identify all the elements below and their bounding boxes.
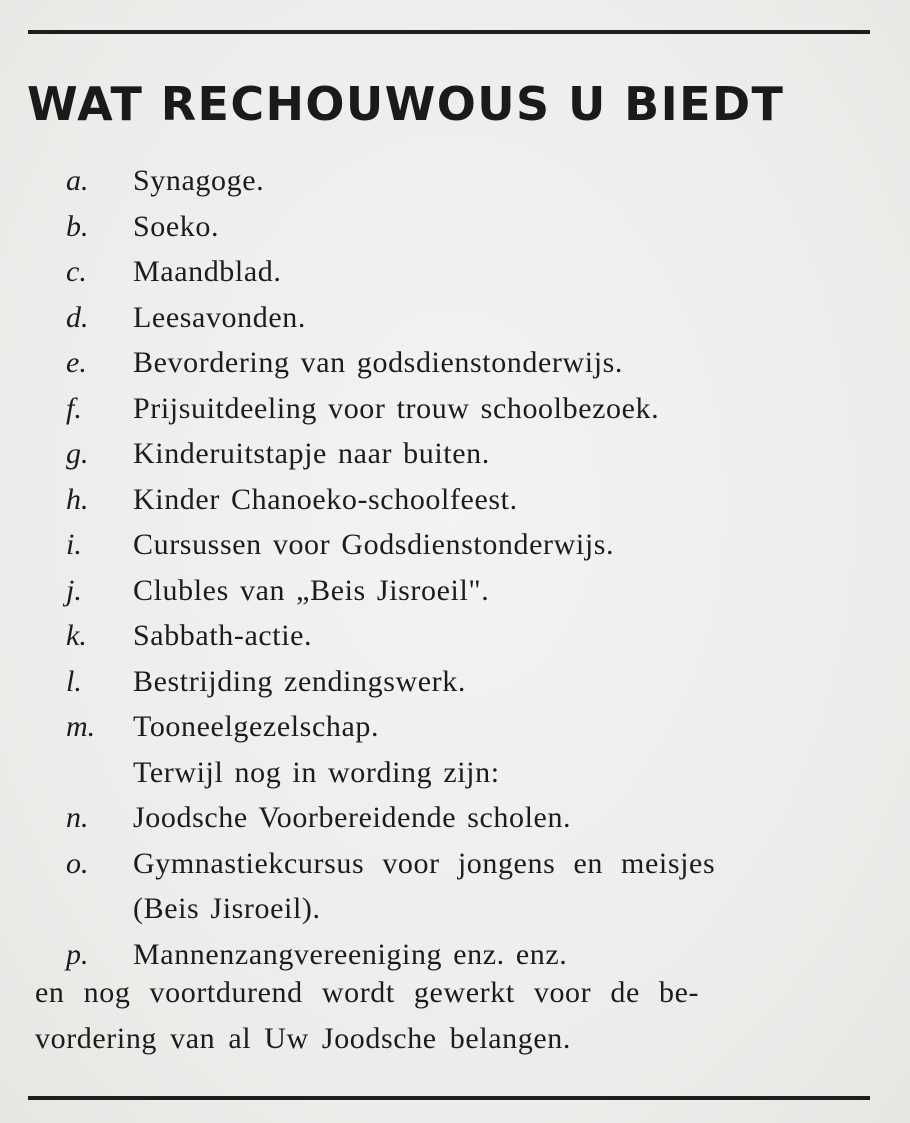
list-item	[0, 477, 910, 523]
item-text: Joodsche Voorbereidende scholen.	[133, 801, 572, 834]
item-text: Bestrijding zendingswerk.	[133, 664, 466, 698]
list-item	[0, 431, 910, 477]
top-rule	[28, 30, 870, 34]
list-item	[0, 386, 910, 432]
item-letter: m.	[66, 710, 96, 743]
item-letter: l.	[66, 664, 82, 698]
item-letter: p.	[66, 937, 89, 971]
list-item	[0, 613, 910, 659]
list-item	[0, 158, 910, 204]
list-subheading	[0, 750, 910, 796]
item-text: (Beis Jisroeil).	[133, 892, 321, 925]
item-text: Gymnastiekcursus voor jongens en meisjes	[133, 846, 716, 880]
item-letter: b.	[66, 209, 89, 243]
offer-list	[0, 158, 910, 977]
list-item	[0, 704, 910, 750]
list-item	[0, 204, 910, 250]
item-letter: c.	[66, 255, 87, 288]
item-text: Terwijl nog in wording zijn:	[133, 755, 500, 789]
item-letter: j.	[66, 573, 82, 607]
item-letter: k.	[66, 619, 87, 652]
closing-line-1: en nog voortdurend wordt gewerkt voor de be-	[35, 976, 700, 1009]
item-letter: a.	[66, 164, 89, 197]
item-text: Bevordering van godsdienstonderwijs.	[133, 346, 624, 379]
item-letter: d.	[66, 300, 89, 334]
item-text: Kinderuitstapje naar buiten.	[133, 437, 490, 470]
item-letter: h.	[66, 482, 89, 516]
bottom-rule	[28, 1096, 870, 1100]
item-text: Sabbath-actie.	[133, 619, 313, 652]
list-item	[0, 340, 910, 386]
item-letter: f.	[66, 391, 82, 425]
item-text: Mannenzangvereeniging enz. enz.	[133, 937, 568, 971]
item-letter: g.	[66, 437, 89, 470]
list-item	[0, 568, 910, 614]
closing-line-2: vordering van al Uw Joodsche belangen.	[35, 1021, 571, 1055]
list-item	[0, 249, 910, 295]
item-text: Maandblad.	[133, 255, 282, 288]
item-text: Leesavonden.	[133, 300, 306, 334]
closing-paragraph	[35, 970, 699, 1061]
list-item	[0, 795, 910, 841]
item-text: Soeko.	[133, 209, 220, 243]
item-text: Kinder Chanoeko-schoolfeest.	[133, 482, 518, 516]
list-item-continuation	[0, 886, 910, 932]
list-item	[0, 522, 910, 568]
item-letter: i.	[66, 528, 82, 561]
item-text: Synagoge.	[133, 164, 265, 197]
item-text: Prijsuitdeeling voor trouw schoolbezoek.	[133, 391, 660, 425]
item-letter: n.	[66, 801, 89, 834]
item-text: Cursussen voor Godsdienstonderwijs.	[133, 528, 615, 561]
item-text: Tooneelgezelschap.	[133, 710, 380, 743]
item-text: Clubles van „Beis Jisroeil".	[133, 573, 490, 607]
item-letter: o.	[66, 846, 89, 880]
list-item	[0, 841, 910, 887]
list-item	[0, 659, 910, 705]
item-letter: e.	[66, 346, 87, 379]
list-item	[0, 295, 910, 341]
page-title: WAT RECHOUWOUS U BIEDT	[27, 77, 785, 131]
